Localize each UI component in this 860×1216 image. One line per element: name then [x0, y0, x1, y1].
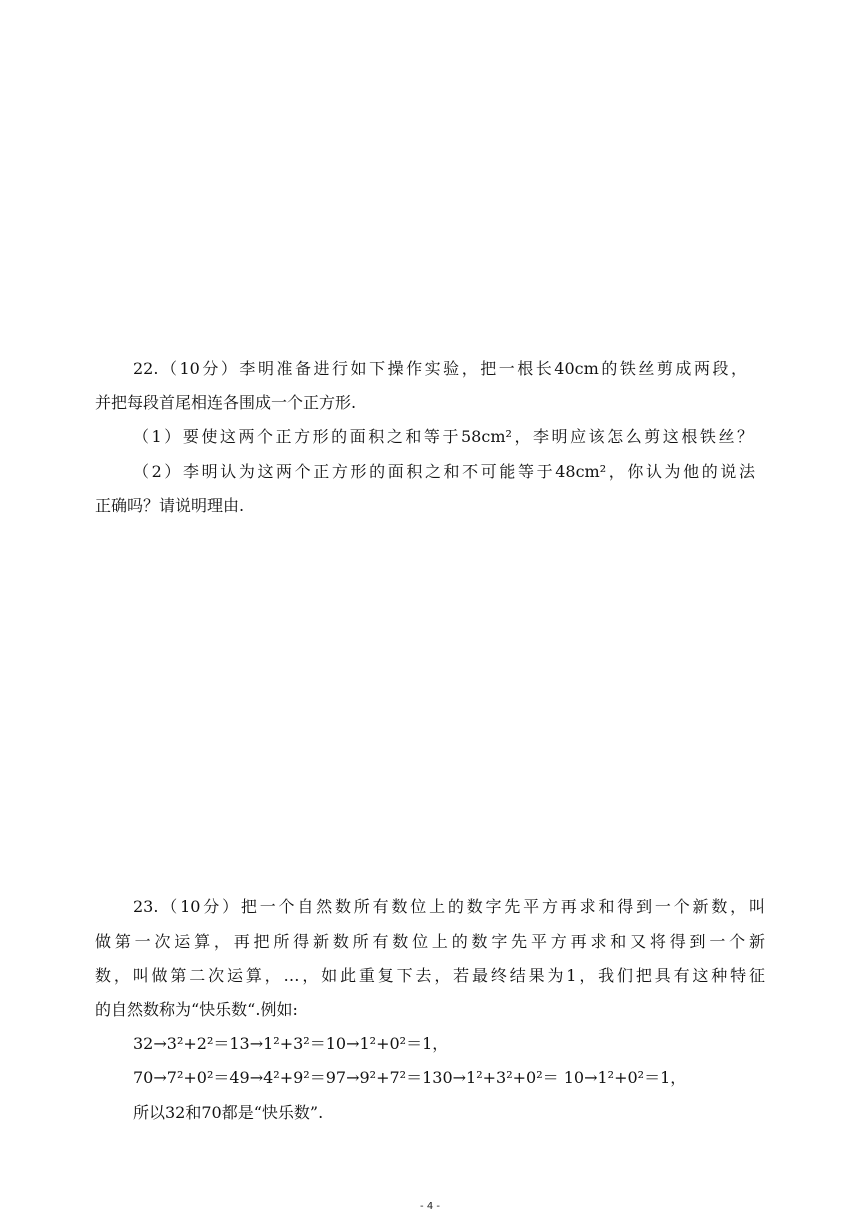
q23-line-2: 做第一次运算，再把所得新数所有数位上的数字先平方再求和又将得到一个新	[95, 932, 765, 951]
q22-line-5: 正确吗？请说明理由.	[95, 496, 245, 515]
q23-example-70: 70→7²+0²＝49→4²+9²＝97→9²+7²＝130→1²+3²+0²＝ 10→1²+0²＝1，	[133, 1068, 687, 1087]
q22-line-1: 22.（10分）李明准备进行如下操作实验，把一根长40cm的铁丝剪成两段，	[133, 359, 747, 378]
q23-line-1: 23.（10分）把一个自然数所有数位上的数字先平方再求和得到一个新数，叫	[133, 897, 765, 916]
q22-line-2: 并把每段首尾相连各围成一个正方形.	[95, 393, 357, 412]
q23-line-3: 数，叫做第二次运算，…，如此重复下去，若最终结果为1，我们把具有这种特征	[95, 966, 765, 985]
q22-subquestion-1: （1）要使这两个正方形的面积之和等于58cm²，李明应该怎么剪这根铁丝？	[133, 427, 753, 446]
q23-conclusion: 所以32和70都是“快乐数”.	[133, 1103, 324, 1122]
q23-line-4: 的自然数称为“快乐数“.例如:	[95, 1000, 298, 1019]
page-number: - 4 -	[420, 1201, 440, 1212]
q22-subquestion-2: （2）李明认为这两个正方形的面积之和不可能等于48cm²，你认为他的说法	[133, 462, 755, 481]
q23-example-32: 32→3²+2²＝13→1²+3²＝10→1²+0²＝1，	[133, 1034, 449, 1053]
